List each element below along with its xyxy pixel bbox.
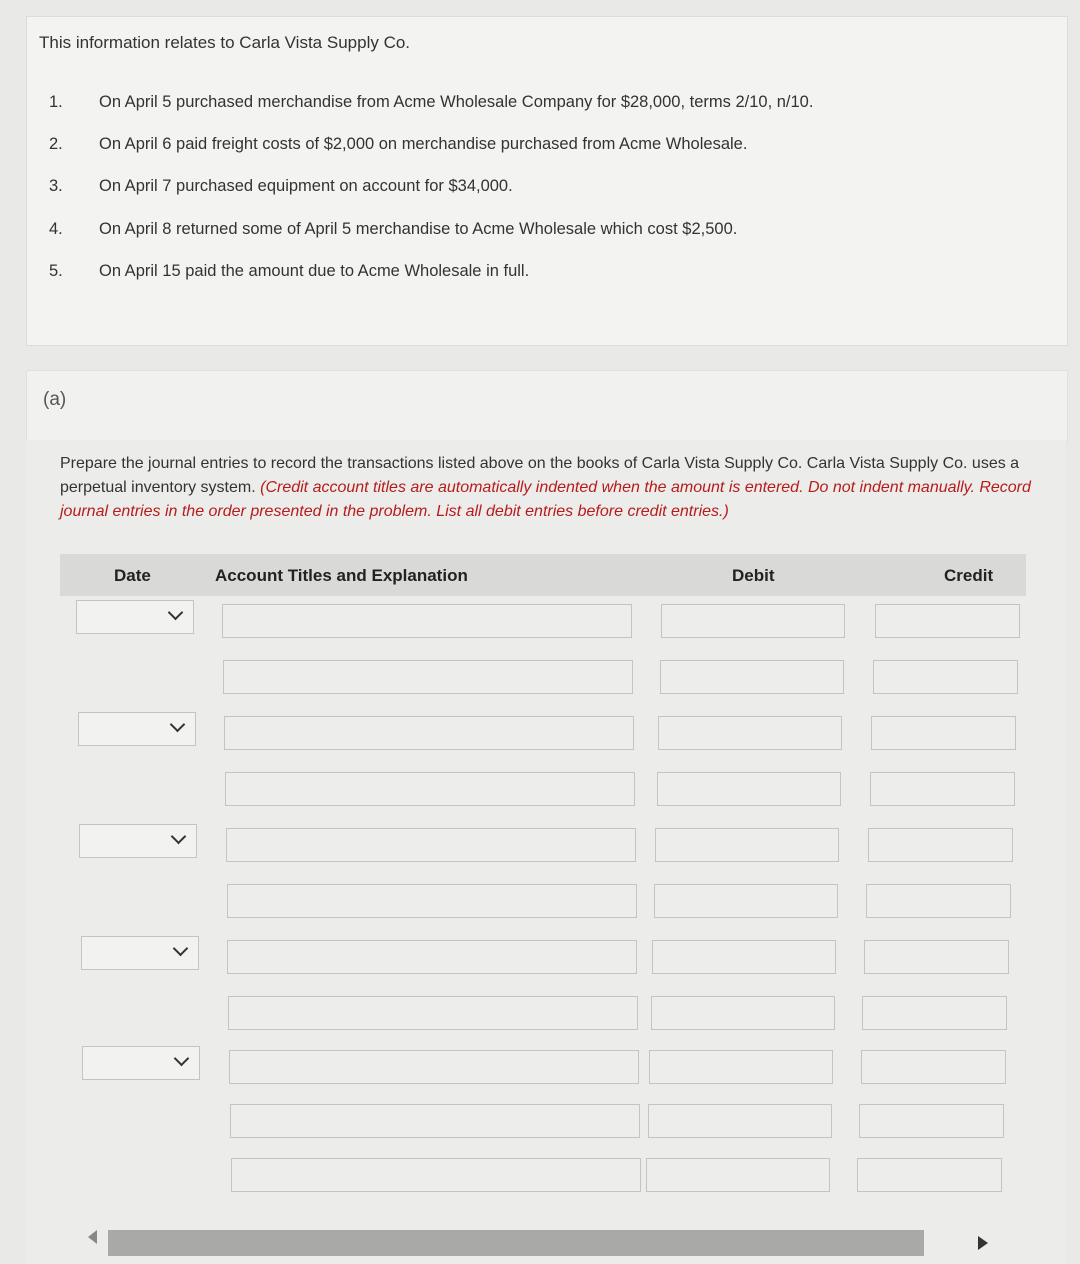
chevron-down-icon [173, 941, 189, 957]
debit-input[interactable] [661, 604, 845, 638]
credit-input[interactable] [864, 940, 1009, 974]
account-column-header: Account Titles and Explanation [215, 566, 468, 585]
debit-input[interactable] [649, 1050, 833, 1084]
credit-input[interactable] [875, 604, 1020, 638]
transaction-text: On April 5 purchased merchandise from Acme Wholesale Company for $28,000, terms 2/10, n/10. [99, 93, 814, 111]
date-select[interactable] [78, 712, 196, 746]
date-column-header: Date [114, 566, 151, 585]
account-title-input[interactable] [230, 1104, 640, 1138]
credit-input[interactable] [868, 828, 1013, 862]
credit-input[interactable] [870, 772, 1015, 806]
credit-column-header: Credit [944, 566, 994, 585]
horizontal-scrollbar[interactable] [108, 1230, 924, 1256]
transaction-item [27, 220, 1067, 244]
account-title-input[interactable] [231, 1158, 641, 1192]
transaction-item [27, 177, 1067, 201]
account-title-input[interactable] [224, 716, 634, 750]
account-title-input[interactable] [228, 996, 638, 1030]
transaction-number: 3. [49, 177, 63, 195]
debit-input[interactable] [648, 1104, 832, 1138]
debit-input[interactable] [646, 1158, 830, 1192]
credit-input[interactable] [861, 1050, 1006, 1084]
credit-input[interactable] [859, 1104, 1004, 1138]
transaction-info-panel [26, 16, 1068, 346]
debit-input[interactable] [654, 884, 838, 918]
date-select[interactable] [81, 936, 199, 970]
scroll-right-arrow[interactable] [978, 1236, 988, 1250]
transaction-text: On April 7 purchased equipment on account for $34,000. [99, 177, 513, 195]
account-title-input[interactable] [222, 604, 632, 638]
account-title-input[interactable] [226, 828, 636, 862]
credit-input[interactable] [857, 1158, 1002, 1192]
account-title-input[interactable] [223, 660, 633, 694]
transaction-number: 1. [49, 93, 63, 111]
transaction-item [27, 135, 1067, 159]
transaction-text: On April 6 paid freight costs of $2,000 on merchandise purchased from Acme Wholesale. [99, 135, 748, 153]
credit-input[interactable] [862, 996, 1007, 1030]
part-a-header [26, 370, 1068, 442]
credit-input[interactable] [873, 660, 1018, 694]
transaction-item [27, 93, 1067, 117]
debit-input[interactable] [658, 716, 842, 750]
debit-input[interactable] [652, 940, 836, 974]
part-label: (a) [43, 389, 67, 410]
account-title-input[interactable] [225, 772, 635, 806]
chevron-down-icon [171, 829, 187, 845]
transaction-item [27, 262, 1067, 286]
credit-input[interactable] [866, 884, 1011, 918]
debit-input[interactable] [660, 660, 844, 694]
transaction-number: 4. [49, 220, 63, 238]
chevron-down-icon [174, 1051, 190, 1067]
chevron-down-icon [169, 717, 185, 733]
info-title: This information relates to Carla Vista Supply Co. [39, 33, 411, 52]
debit-column-header: Debit [732, 566, 775, 585]
account-title-input[interactable] [227, 884, 637, 918]
chevron-down-icon [168, 605, 184, 621]
transaction-text: On April 15 paid the amount due to Acme Wholesale in full. [99, 262, 530, 280]
debit-input[interactable] [657, 772, 841, 806]
date-select[interactable] [82, 1046, 200, 1080]
debit-input[interactable] [651, 996, 835, 1030]
instructions [60, 452, 1040, 524]
instructions-text: Prepare the journal entries to record the transactions listed above on the books of Carla Vista Supply Co. Carla Vista Supply Co. uses a perpetual inventory system. [60, 455, 1020, 496]
account-title-input[interactable] [227, 940, 637, 974]
instructions-note: (Credit account titles are automatically indented when the amount is entered. Do not indent manually. Record journal entries in the order presented in the problem. List all debit entries before credit entries.) [60, 479, 1031, 520]
transaction-number: 2. [49, 135, 63, 153]
date-select[interactable] [79, 824, 197, 858]
transaction-text: On April 8 returned some of April 5 merchandise to Acme Wholesale which cost $2,500. [99, 220, 738, 238]
credit-input[interactable] [871, 716, 1016, 750]
scroll-left-arrow[interactable] [88, 1230, 97, 1244]
debit-input[interactable] [655, 828, 839, 862]
transaction-number: 5. [49, 262, 63, 280]
account-title-input[interactable] [229, 1050, 639, 1084]
date-select[interactable] [76, 600, 194, 634]
journal-table-header [60, 554, 1026, 596]
